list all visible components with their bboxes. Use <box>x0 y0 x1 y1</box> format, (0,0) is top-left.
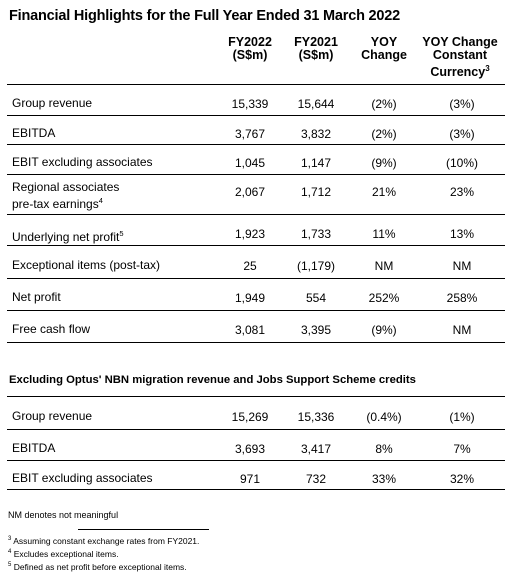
row-label-text: EBITDA <box>12 440 56 455</box>
yoy-cc-cell: (3%) <box>449 96 475 111</box>
row-label-text: Group revenue <box>12 408 93 423</box>
table-row <box>7 246 505 279</box>
footnote <box>8 549 119 559</box>
row-label-text: Underlying net profit <box>12 229 120 244</box>
yoy-cc-cell: 32% <box>449 471 475 486</box>
row-label <box>12 291 61 304</box>
row-label-text: Net profit <box>12 290 61 304</box>
table-row <box>7 85 505 116</box>
fy2022-cell: 3,081 <box>234 323 266 337</box>
nm-note: NM denotes not meaningful <box>8 510 119 520</box>
row-label-text: EBIT excluding associates <box>12 470 153 485</box>
header-fy2021 <box>283 36 349 62</box>
row-label-text: Exceptional items (post-tax) <box>12 257 161 272</box>
row-label <box>12 323 90 336</box>
fy2021-cell: 3,395 <box>300 323 332 337</box>
yoy-cc-cell: (1%) <box>449 409 475 424</box>
fy2022-cell: 1,949 <box>234 291 266 305</box>
row-label <box>12 127 55 140</box>
table-row <box>7 397 505 430</box>
row-label <box>12 156 153 169</box>
table-row <box>7 311 505 343</box>
row-label-text: EBITDA <box>12 125 56 140</box>
yoy-cc-cell: (10%) <box>445 156 478 170</box>
row-label <box>12 472 153 485</box>
yoy-cell: 252% <box>368 291 400 305</box>
fy2022-cell: 971 <box>239 471 261 486</box>
yoy-cell: (2%) <box>371 126 397 141</box>
yoy-cell: (2%) <box>371 96 397 111</box>
table-row <box>7 279 505 311</box>
table-row <box>7 116 505 145</box>
fy2021-cell: 554 <box>305 291 327 305</box>
header-yoy-cc-line2: Constant <box>432 48 488 62</box>
yoy-cc-cell: (3%) <box>449 126 475 141</box>
yoy-cc-cell: 23% <box>449 185 475 199</box>
fy2021-cell: 1,733 <box>300 226 332 241</box>
footnote <box>8 536 199 546</box>
row-label-text: Free cash flow <box>12 322 91 336</box>
table-row <box>7 430 505 461</box>
row-label-text-line2: pre-tax earnings <box>12 197 99 211</box>
header-yoy-line2: Change <box>361 48 407 62</box>
header-fy2021-line2: (S$m) <box>298 48 334 62</box>
footnote-text: Assuming constant exchange rates from FY2021. <box>11 536 200 546</box>
footnote-ref-3: 3 <box>485 64 490 73</box>
header-yoy-constant-currency <box>412 36 508 79</box>
yoy-cell: 11% <box>372 226 396 241</box>
yoy-cc-cell: 13% <box>449 226 475 241</box>
page-title: Financial Highlights for the Full Year Ended 31 March 2022 <box>9 8 401 24</box>
yoy-cc-cell: NM <box>452 258 472 273</box>
footnote-text: Defined as net profit before exceptional items. <box>11 562 187 572</box>
row-label <box>12 442 55 455</box>
fy2021-cell: 3,832 <box>300 126 332 141</box>
fy2022-cell: 2,067 <box>234 185 266 199</box>
header-yoy <box>349 36 419 62</box>
footnote-number: 5 <box>8 562 12 569</box>
fy2022-cell: 1,923 <box>234 226 266 241</box>
fy2022-cell: 15,269 <box>231 409 269 424</box>
row-label <box>12 97 92 110</box>
fy2021-cell: 15,336 <box>297 409 335 424</box>
yoy-cell: (0.4%) <box>366 409 402 424</box>
footnote-ref: 5 <box>119 228 124 238</box>
fy2022-cell: 3,767 <box>234 126 266 141</box>
footnote-ref: 4 <box>98 196 103 205</box>
fy2021-cell: 732 <box>305 471 327 486</box>
row-label-text: Group revenue <box>12 95 93 110</box>
table-row <box>7 145 505 175</box>
row-label <box>12 259 160 272</box>
fy2021-cell: 1,147 <box>300 156 332 170</box>
yoy-cc-cell: 258% <box>446 291 478 305</box>
fy2021-cell: 3,417 <box>300 441 332 456</box>
fy2021-cell: 1,712 <box>300 185 332 199</box>
fy2022-cell: 3,693 <box>234 441 266 456</box>
fy2022-cell: 15,339 <box>231 96 269 111</box>
header-fy2021-line1: FY2021 <box>294 35 338 49</box>
fy2022-cell: 25 <box>243 258 257 273</box>
row-label-text: Regional associates <box>12 180 120 194</box>
row-label <box>12 410 92 423</box>
row-label <box>12 181 119 211</box>
adjusted-highlights-table <box>7 397 505 490</box>
yoy-cell: (9%) <box>371 156 397 170</box>
fy2021-cell: 15,644 <box>297 96 335 111</box>
table-row <box>7 175 505 215</box>
footnote-divider <box>78 529 209 530</box>
header-fy2022-line2: (S$m) <box>232 48 268 62</box>
yoy-cc-cell: 7% <box>453 441 471 456</box>
yoy-cell: (9%) <box>371 323 397 337</box>
row-label-text: EBIT excluding associates <box>12 155 153 169</box>
yoy-cell: 33% <box>371 471 397 486</box>
header-fy2022 <box>217 36 283 62</box>
financial-highlights-table <box>7 85 505 343</box>
yoy-cell: 21% <box>371 185 397 199</box>
footnote-text: Excludes exceptional items. <box>11 549 119 559</box>
table-row <box>7 215 505 246</box>
header-fy2022-line1: FY2022 <box>228 35 272 49</box>
footnote-number: 3 <box>8 536 12 543</box>
header-yoy-line1: YOY <box>370 35 398 49</box>
yoy-cell: 8% <box>375 441 393 456</box>
row-label <box>12 227 124 244</box>
yoy-cc-cell: NM <box>452 323 472 337</box>
yoy-cell: NM <box>374 258 394 273</box>
fy2022-cell: 1,045 <box>234 156 266 170</box>
header-yoy-cc-line1: YOY Change <box>422 35 498 49</box>
fy2021-cell: (1,179) <box>296 258 336 273</box>
footnote-number: 4 <box>8 549 12 556</box>
table-row <box>7 461 505 490</box>
footnote <box>8 562 187 572</box>
section2-title: Excluding Optus' NBN migration revenue and Jobs Support Scheme credits <box>9 374 416 386</box>
header-yoy-cc-line3: Currency <box>430 65 486 80</box>
